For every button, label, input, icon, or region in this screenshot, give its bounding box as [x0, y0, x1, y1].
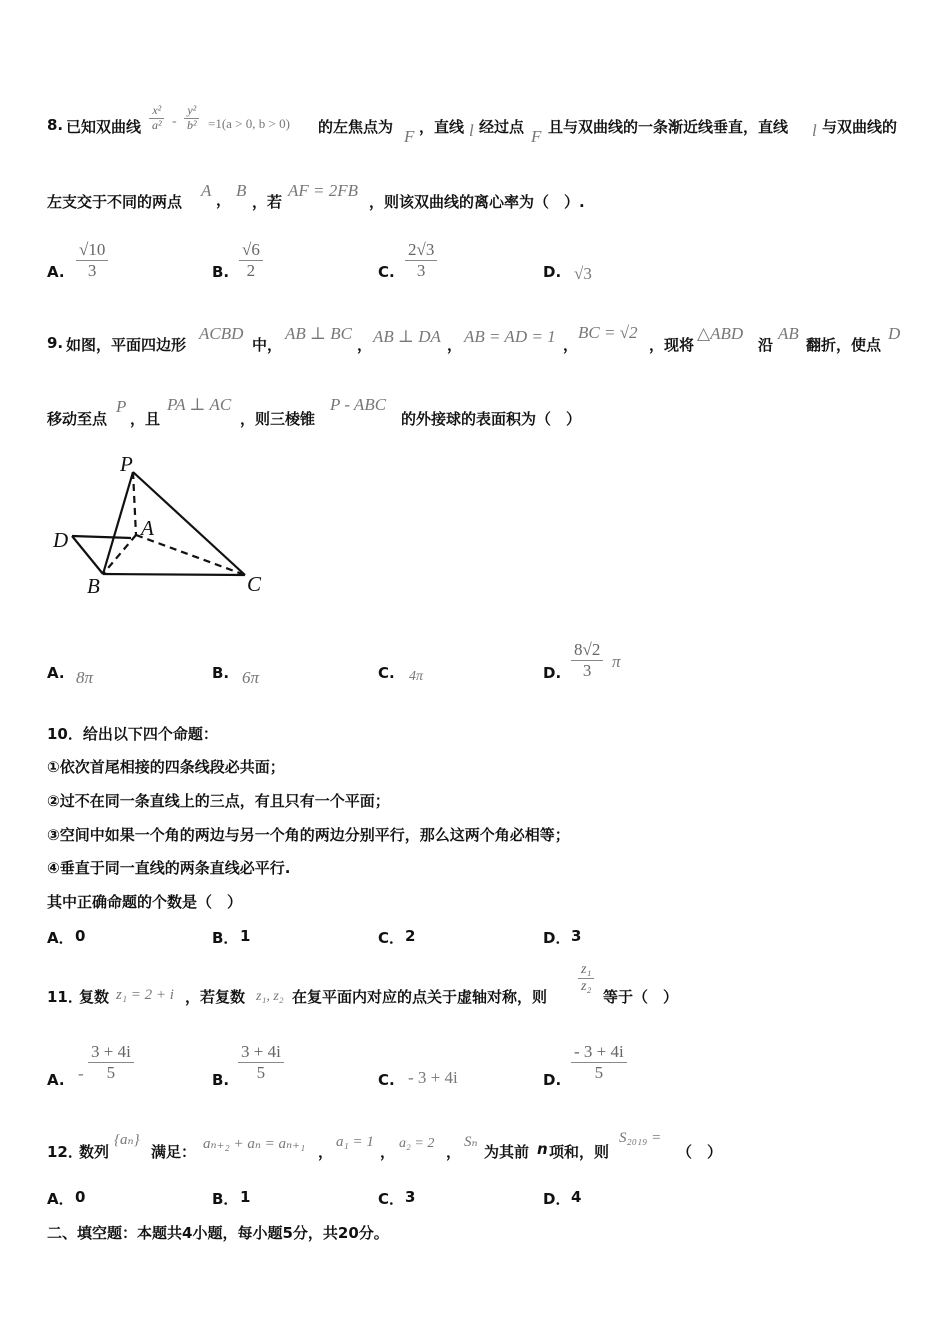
- q8-text-5: 且与双曲线的一条渐近线垂直，直线: [548, 118, 789, 136]
- q11-option-c-value: - 3 + 4i: [408, 1068, 458, 1087]
- q10-option-d-label: D．: [543, 929, 571, 947]
- q8-option-d-label: D.: [543, 263, 562, 281]
- frac-denominator: 5: [594, 1062, 604, 1082]
- q9-number: 9.: [47, 334, 64, 352]
- q12-option-a-value: 0: [75, 1188, 86, 1206]
- q11-option-b-value: [238, 1042, 284, 1082]
- q12-comma-1: ，: [318, 1143, 334, 1161]
- q12-text-3: 为其前: [484, 1143, 530, 1161]
- q10-item-4: ④垂直于同一直线的两条直线必平行.: [47, 859, 291, 877]
- q8-F: F: [404, 127, 415, 146]
- q10-option-a-value: 0: [75, 927, 86, 945]
- q11-option-d-label: D.: [543, 1071, 562, 1089]
- q8-text-9: ，则该双曲线的离心率为（ ）.: [369, 193, 585, 211]
- q10-option-a-label: A．: [47, 929, 74, 947]
- q8-option-c-value: [405, 240, 437, 280]
- q11-text-3: 在复平面内对应的点关于虚轴对称，则: [292, 988, 548, 1006]
- q8-B: B: [236, 181, 247, 200]
- q12-option-d-value: 4: [571, 1188, 582, 1206]
- q8-option-b-label: B.: [212, 263, 230, 281]
- q9-text-9: 的外接球的表面积为（ ）: [401, 410, 582, 428]
- q9-option-a-value: 8π: [76, 668, 94, 687]
- q8-text-3: ，直线: [419, 118, 465, 136]
- q8-AF-eq: AF = 2FB: [288, 181, 359, 200]
- q8-A: A: [201, 181, 212, 200]
- q10-item-1: ①依次首尾相接的四条线段必共面；: [47, 758, 285, 776]
- q12-option-a-label: A．: [47, 1190, 74, 1208]
- q9-option-c-value: 4π: [409, 669, 424, 684]
- q12-a1: a₁ = 1: [336, 1134, 374, 1150]
- q9-triangle-ABD: △ABD: [697, 324, 744, 343]
- q9-text-2: 中，: [252, 336, 283, 354]
- q8-minus: -: [172, 114, 177, 129]
- frac-numerator: y²: [184, 104, 199, 119]
- frac-denominator: 3: [87, 260, 97, 280]
- q8-option-a-label: A.: [47, 263, 65, 281]
- frac-numerator: x²: [149, 104, 164, 119]
- q8-text-8: ，若: [252, 193, 283, 211]
- q8-option-d-value: √3: [574, 264, 592, 283]
- frac-denominator: a²: [152, 117, 162, 132]
- q9-option-d-label: D.: [543, 664, 562, 682]
- frac-numerator: 3 + 4i: [238, 1042, 284, 1063]
- q9-BC-eq: BC = √2: [578, 323, 638, 342]
- q9-D: D: [888, 324, 901, 343]
- label-B: B: [87, 574, 100, 598]
- q11-z1-z2: z₁, z₂: [256, 989, 284, 1004]
- q11-option-b-label: B.: [212, 1071, 230, 1089]
- q10-item-3: ③空间中如果一个角的两边与另一个角的两边分别平行，那么这两个角必相等；: [47, 826, 570, 844]
- q12-comma-3: ，: [446, 1143, 462, 1161]
- label-D: D: [53, 528, 69, 552]
- q12-comma-2: ，: [380, 1143, 396, 1161]
- q10-option-d-value: 3: [571, 927, 582, 945]
- q9-option-b-value: 6π: [242, 668, 260, 687]
- q8-text-2: 的左焦点为: [318, 118, 394, 136]
- q12-text-5: （ ）: [677, 1143, 723, 1161]
- q12-option-d-label: D．: [543, 1190, 571, 1208]
- q11-option-a-label: A.: [47, 1071, 65, 1089]
- frac-numerator: √6: [239, 240, 263, 261]
- frac-denominator: 2: [246, 260, 256, 280]
- q12-Sn: Sₙ: [464, 1134, 478, 1150]
- frac-denominator: 5: [106, 1062, 116, 1082]
- q8-condition: =1(a > 0, b > 0): [208, 116, 290, 131]
- section-2-heading: 二、填空题：本题共4小题，每小题5分，共20分。: [47, 1224, 389, 1242]
- q9-PA-perp-AC: PA ⊥ AC: [167, 395, 232, 414]
- q9-text-7: ，且: [130, 410, 161, 428]
- q9-AB-perp-DA: AB ⊥ DA: [373, 327, 441, 346]
- edge-DA-visible: [72, 536, 131, 538]
- frac-denominator: 3: [582, 660, 592, 680]
- q11-text-1: 复数: [79, 988, 110, 1006]
- q11-number: 11．: [47, 988, 83, 1006]
- q12-option-c-value: 3: [405, 1188, 416, 1206]
- q11-option-a-sign: -: [78, 1064, 84, 1083]
- q8-number: 8.: [47, 116, 64, 134]
- q10-option-c-label: C．: [378, 929, 405, 947]
- q12-sequence-an: {aₙ}: [114, 1132, 140, 1148]
- q8-text-7: 左支交于不同的两点: [47, 193, 183, 211]
- q12-text-4: 项和，则: [549, 1143, 610, 1161]
- edge-BC: [103, 574, 245, 575]
- q9-text-6: 移动至点: [47, 410, 108, 428]
- q8-l: l: [469, 121, 474, 140]
- q11-z1-eq: z₁ = 2 + i: [116, 987, 174, 1003]
- q8-text-4: 经过点: [479, 118, 525, 136]
- frac-numerator: - 3 + 4i: [571, 1042, 627, 1063]
- frac-numerator: √10: [76, 240, 108, 261]
- label-C: C: [247, 572, 262, 596]
- label-P: P: [120, 452, 133, 476]
- edge-AC: [136, 535, 245, 575]
- q9-text-8: ，则三棱锥: [240, 410, 316, 428]
- q9-option-c-label: C.: [378, 664, 395, 682]
- q12-option-c-label: C．: [378, 1190, 405, 1208]
- q12-recurrence: aₙ₊₂ + aₙ = aₙ₊₁: [203, 1136, 306, 1152]
- q9-option-d-pi: π: [612, 652, 621, 671]
- q11-option-a-value: [88, 1042, 134, 1082]
- q9-option-a-label: A.: [47, 664, 65, 682]
- q11-text-2: ，若复数: [185, 988, 246, 1006]
- q9-P: P: [116, 397, 127, 416]
- q8-option-b-value: [239, 240, 263, 280]
- q12-S2019: S₂₀₁₉ =: [619, 1130, 662, 1146]
- frac-numerator: 8√2: [571, 640, 603, 661]
- q8-text-1: 已知双曲线: [66, 118, 142, 136]
- q8-option-c-label: C.: [378, 263, 395, 281]
- q9-option-b-label: B.: [212, 664, 230, 682]
- frac-numerator: z₁: [578, 962, 594, 979]
- q9-ACBD: ACBD: [199, 324, 244, 343]
- q9-comma-2: ，: [447, 336, 463, 354]
- q8-frac-x: [149, 104, 165, 133]
- q9-text-1: 如图，平面四边形: [66, 336, 187, 354]
- q11-option-c-label: C.: [378, 1071, 395, 1089]
- q12-text-1: 数列: [79, 1143, 110, 1161]
- q12-text-2: 满足：: [151, 1143, 197, 1161]
- q12-number: 12．: [47, 1143, 83, 1161]
- q10-item-2: ②过不在同一条直线上的三点，有且只有一个平面；: [47, 792, 390, 810]
- q8-option-a-value: [76, 240, 108, 280]
- edge-PA: [133, 472, 136, 535]
- q9-option-d-value: [571, 640, 603, 680]
- q10-title: 10．给出以下四个命题：: [47, 725, 218, 743]
- q10-question: 其中正确命题的个数是（ ）: [47, 893, 243, 911]
- q9-AB-perp-BC: AB ⊥ BC: [285, 324, 352, 343]
- frac-denominator: b²: [187, 117, 197, 132]
- edge-DB: [72, 536, 103, 574]
- q9-AB-eq-AD: AB = AD = 1: [464, 327, 556, 346]
- pyramid-figure: [48, 450, 278, 600]
- q12-n: n: [537, 1140, 548, 1158]
- q9-text-5: 翻折，使点: [806, 336, 882, 354]
- q9-AB: AB: [778, 324, 799, 343]
- q8-text-6: 与双曲线的: [822, 118, 898, 136]
- frac-numerator: 3 + 4i: [88, 1042, 134, 1063]
- frac-denominator: 3: [416, 260, 426, 280]
- q12-a2: a₂ = 2: [399, 1136, 435, 1151]
- q9-comma-3: ，: [563, 336, 579, 354]
- q10-option-c-value: 2: [405, 927, 416, 945]
- q11-option-d-value: [571, 1042, 627, 1082]
- q8-l-2: l: [812, 121, 817, 140]
- frac-numerator: 2√3: [405, 240, 437, 261]
- frac-denominator: 5: [256, 1062, 266, 1082]
- q8-frac-y: [184, 104, 200, 133]
- q9-text-3: ，现将: [649, 336, 695, 354]
- q9-text-4: 沿: [758, 336, 774, 354]
- q9-comma-1: ，: [357, 336, 373, 354]
- q10-option-b-value: 1: [240, 927, 251, 945]
- q9-P-ABC: P - ABC: [330, 395, 387, 414]
- q8-comma: ，: [216, 191, 232, 209]
- edge-PB: [103, 472, 133, 574]
- label-A: A: [141, 516, 154, 540]
- frac-denominator: z₂: [581, 979, 592, 995]
- q11-text-4: 等于（ ）: [603, 988, 679, 1006]
- q11-frac-z1-z2: [578, 962, 594, 995]
- q12-option-b-label: B．: [212, 1190, 239, 1208]
- q10-option-b-label: B．: [212, 929, 239, 947]
- q12-option-b-value: 1: [240, 1188, 251, 1206]
- q8-F-2: F: [531, 127, 542, 146]
